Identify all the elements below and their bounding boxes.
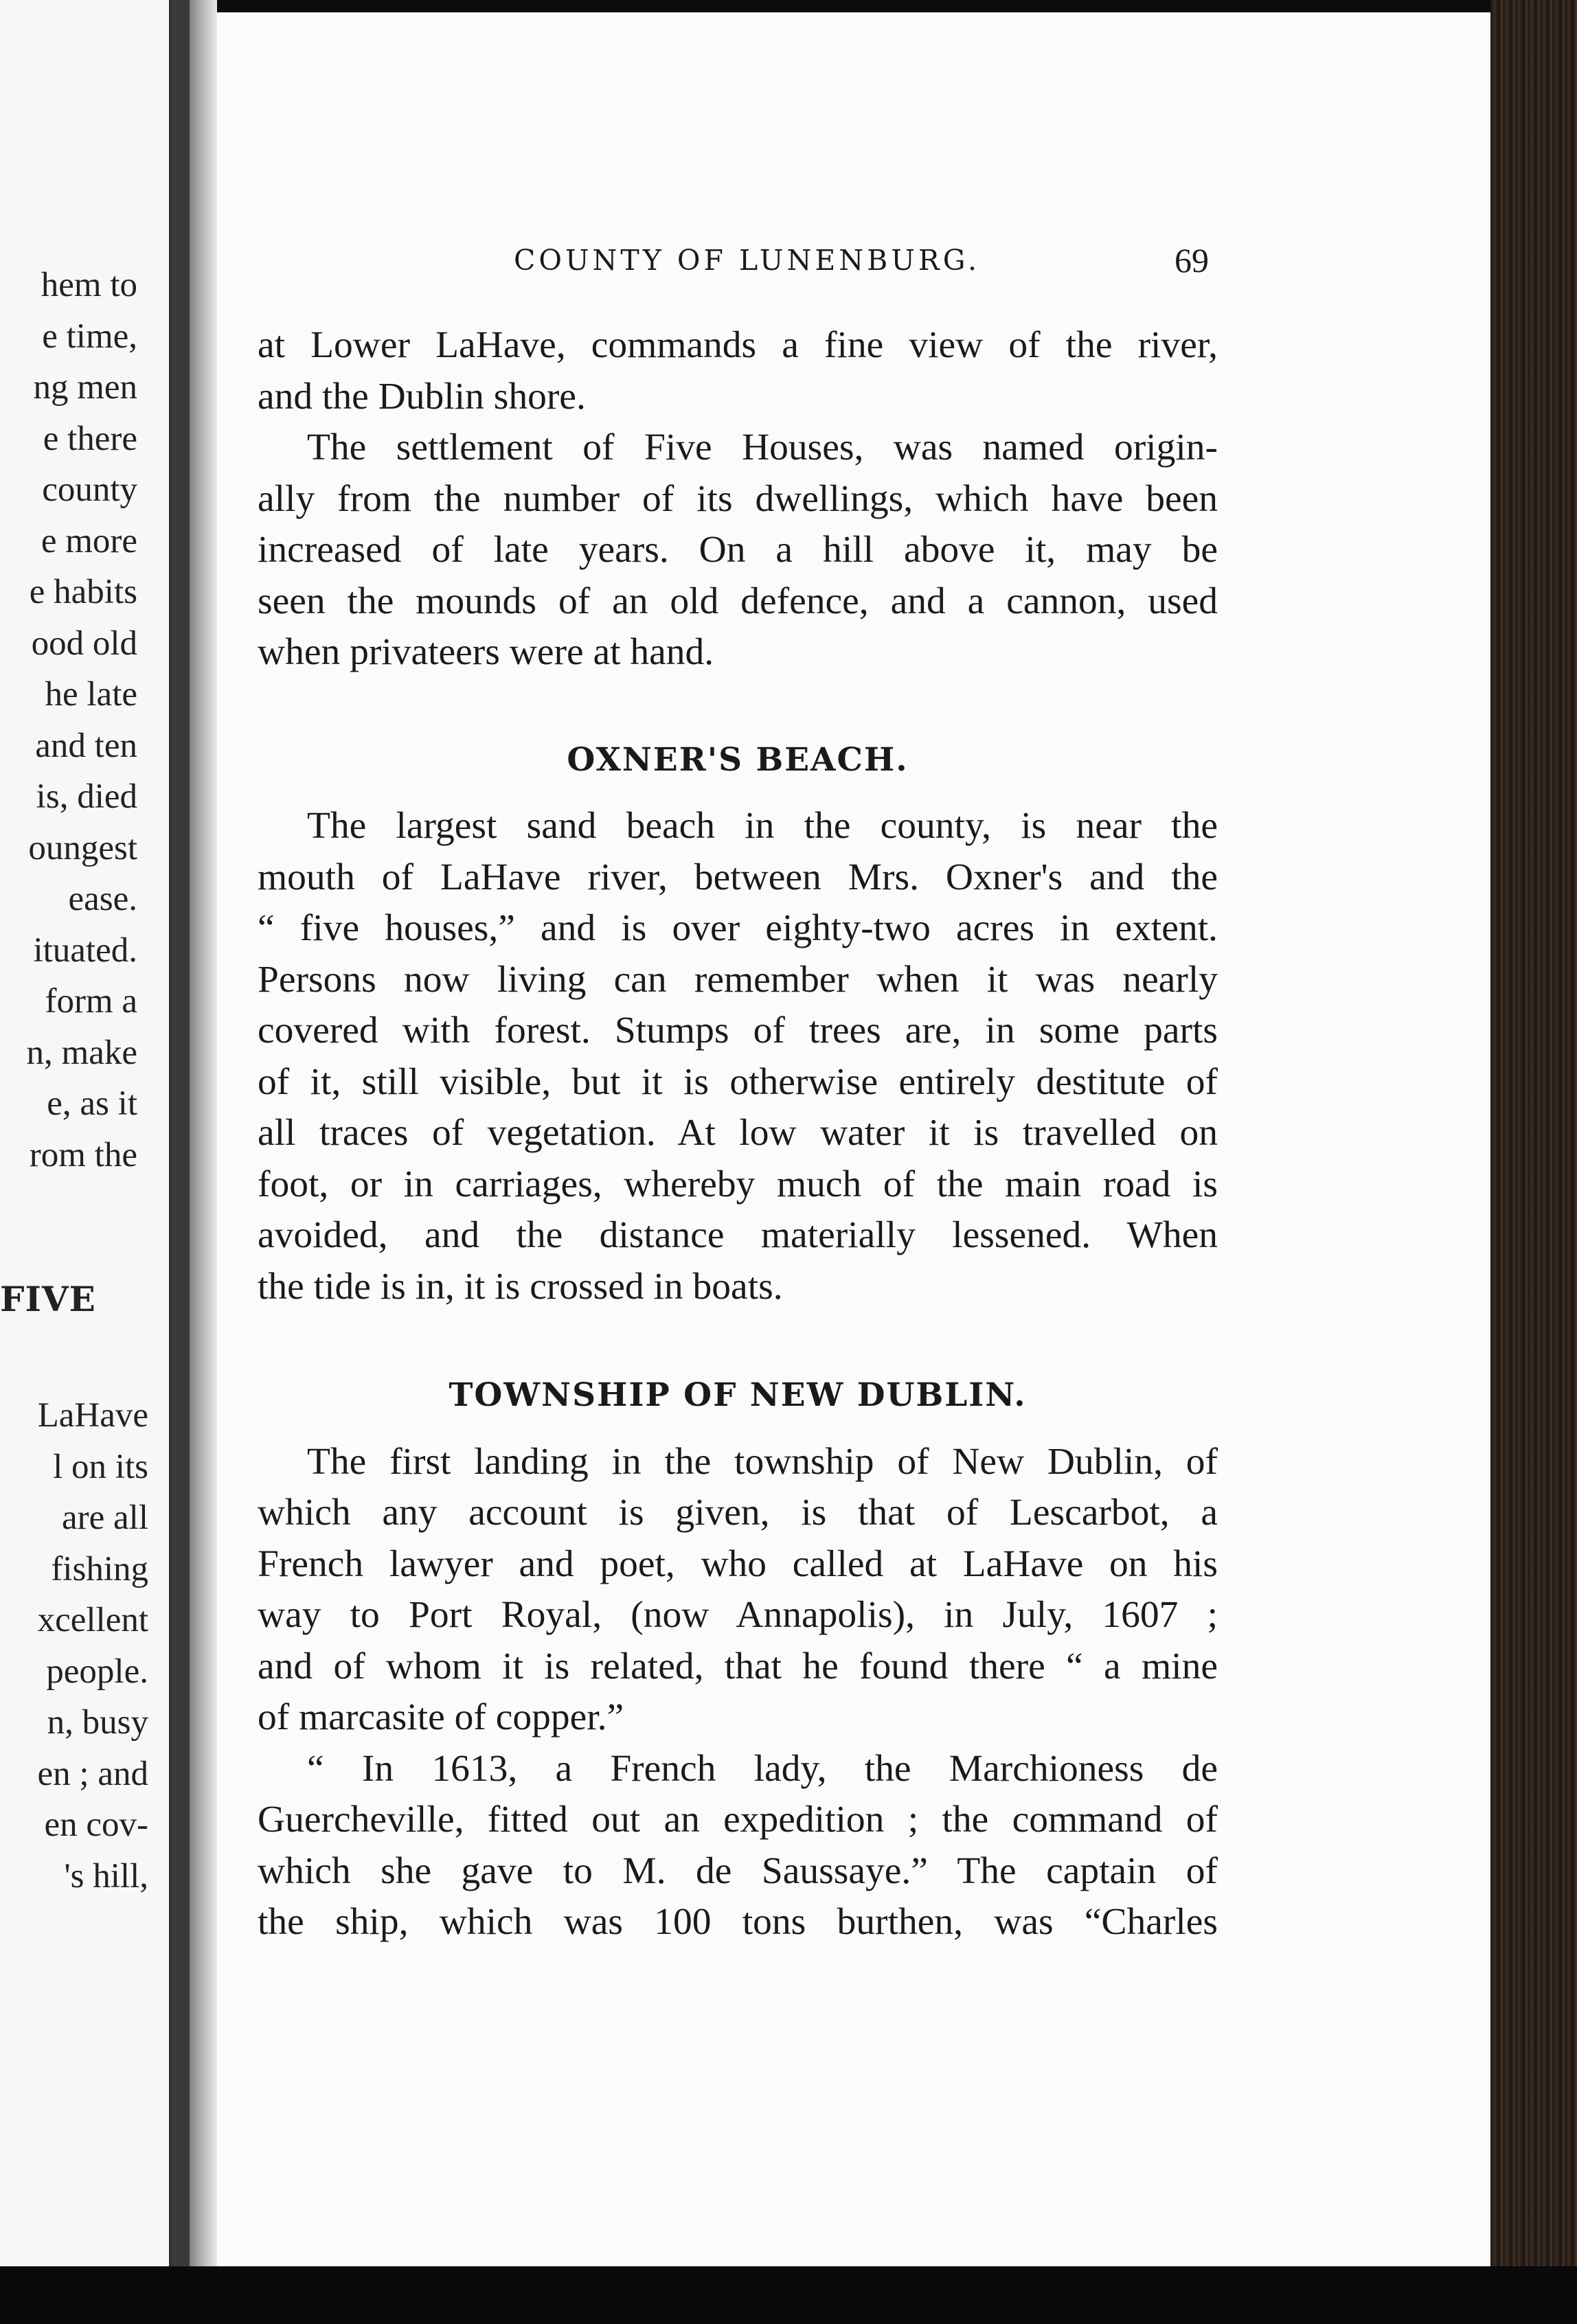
section-heading-township-new-dublin: TOWNSHIP OF NEW DUBLIN. <box>449 1376 1027 1414</box>
text-line: and the Dublin shore. <box>258 375 586 418</box>
prev-line: l on its <box>53 1447 148 1486</box>
text-line: mouth of LaHave river, between Mrs. Oxner's and the <box>258 856 1218 898</box>
prev-line: are all <box>62 1499 148 1537</box>
prev-line: xcellent <box>37 1601 148 1639</box>
prev-line: e, as it <box>47 1084 137 1123</box>
prev-line: county <box>42 470 137 509</box>
gutter-shadow <box>173 0 190 2273</box>
page-body <box>258 320 1218 1948</box>
text-line: and of whom it is related, that he found there “ a mine <box>258 1645 1218 1687</box>
prev-line: n, busy <box>47 1703 148 1742</box>
text-line: ally from the number of its dwellings, which have been <box>258 477 1218 520</box>
prev-line: e there <box>43 419 137 458</box>
text-line: which any account is given, is that of Lescarbot, a <box>258 1492 1218 1534</box>
prev-line: en ; and <box>37 1754 148 1793</box>
prev-line: en cov- <box>44 1805 148 1844</box>
prev-line: ease. <box>68 880 137 918</box>
text-line: The settlement of Five Houses, was named origin- <box>307 426 1218 468</box>
prev-line: e time, <box>42 317 137 356</box>
text-line: avoided, and the distance materially lessened. When <box>258 1214 1218 1256</box>
previous-page-text-2 <box>38 1390 148 1902</box>
text-line: Persons now living can remember when it was nearly <box>258 958 1218 1001</box>
prev-line: rom the <box>29 1135 137 1174</box>
prev-line: e more <box>41 521 137 560</box>
text-line: way to Port Royal, (now Annapolis), in July, 1607 ; <box>258 1594 1218 1636</box>
text-line: at Lower LaHave, commands a fine view of the river, <box>258 324 1218 366</box>
previous-page-fragment <box>0 0 172 2266</box>
previous-page-text <box>27 260 137 1181</box>
text-line: increased of late years. On a hill above it, may be <box>258 529 1218 571</box>
text-line: French lawyer and poet, who called at LaHave on his <box>258 1542 1218 1585</box>
prev-line: 's hill, <box>64 1856 148 1895</box>
text-line: seen the mounds of an old defence, and a cannon, used <box>258 580 1218 622</box>
prev-line: oungest <box>28 828 137 867</box>
prev-line: e habits <box>29 573 137 611</box>
text-line: all traces of vegetation. At low water it is travelled on <box>258 1112 1218 1154</box>
text-line: The largest sand beach in the county, is near the <box>307 805 1218 847</box>
prev-line: n, make <box>26 1033 137 1072</box>
prev-line: hem to <box>41 266 137 304</box>
text-line: of marcasite of copper.” <box>258 1696 624 1738</box>
text-line: the tide is in, it is crossed in boats. <box>258 1265 783 1308</box>
prev-line: LaHave <box>37 1396 148 1435</box>
prev-line: fishing <box>51 1549 148 1588</box>
text-line: when privateers were at hand. <box>258 631 714 673</box>
paragraph <box>258 1437 1218 1744</box>
prev-line: he late <box>45 675 137 714</box>
page-edges <box>1490 0 1577 2324</box>
prev-line: ood old <box>31 624 137 663</box>
text-line: of it, still visible, but it is otherwise entirely destitute of <box>258 1060 1218 1103</box>
prev-line: people. <box>46 1652 148 1691</box>
section-heading-oxners-beach: OXNER'S BEACH. <box>567 740 909 779</box>
previous-page-heading: FIVE <box>0 1279 96 1319</box>
prev-line: form a <box>45 982 137 1021</box>
text-line: the ship, which was 100 tons burthen, was “Charles <box>258 1901 1218 1943</box>
prev-line: and ten <box>35 726 137 765</box>
text-line: which she gave to M. de Saussaye.” The captain of <box>258 1849 1218 1892</box>
prev-line: is, died <box>36 777 137 816</box>
paragraph <box>258 801 1218 1312</box>
text-line: Guercheville, fitted out an expedition ; the command of <box>258 1799 1218 1841</box>
text-line: “ five houses,” and is over eighty-two acres in extent. <box>258 907 1218 949</box>
running-head: COUNTY OF LUNENBURG. <box>514 244 981 277</box>
text-line: covered with forest. Stumps of trees are, in some parts <box>258 1010 1218 1051</box>
paragraph <box>258 1744 1218 1948</box>
paragraph <box>258 320 1218 422</box>
prev-line: ituated. <box>33 931 137 970</box>
paragraph <box>258 422 1218 679</box>
prev-line: ng men <box>33 368 137 407</box>
text-line: “ In 1613, a French lady, the Marchioness de <box>307 1747 1218 1790</box>
text-line: foot, or in carriages, whereby much of the main road is <box>258 1163 1218 1205</box>
text-line: The first landing in the township of New Dublin, of <box>307 1440 1218 1483</box>
bottom-edge <box>0 2266 1577 2324</box>
page-number: 69 <box>1175 241 1209 280</box>
